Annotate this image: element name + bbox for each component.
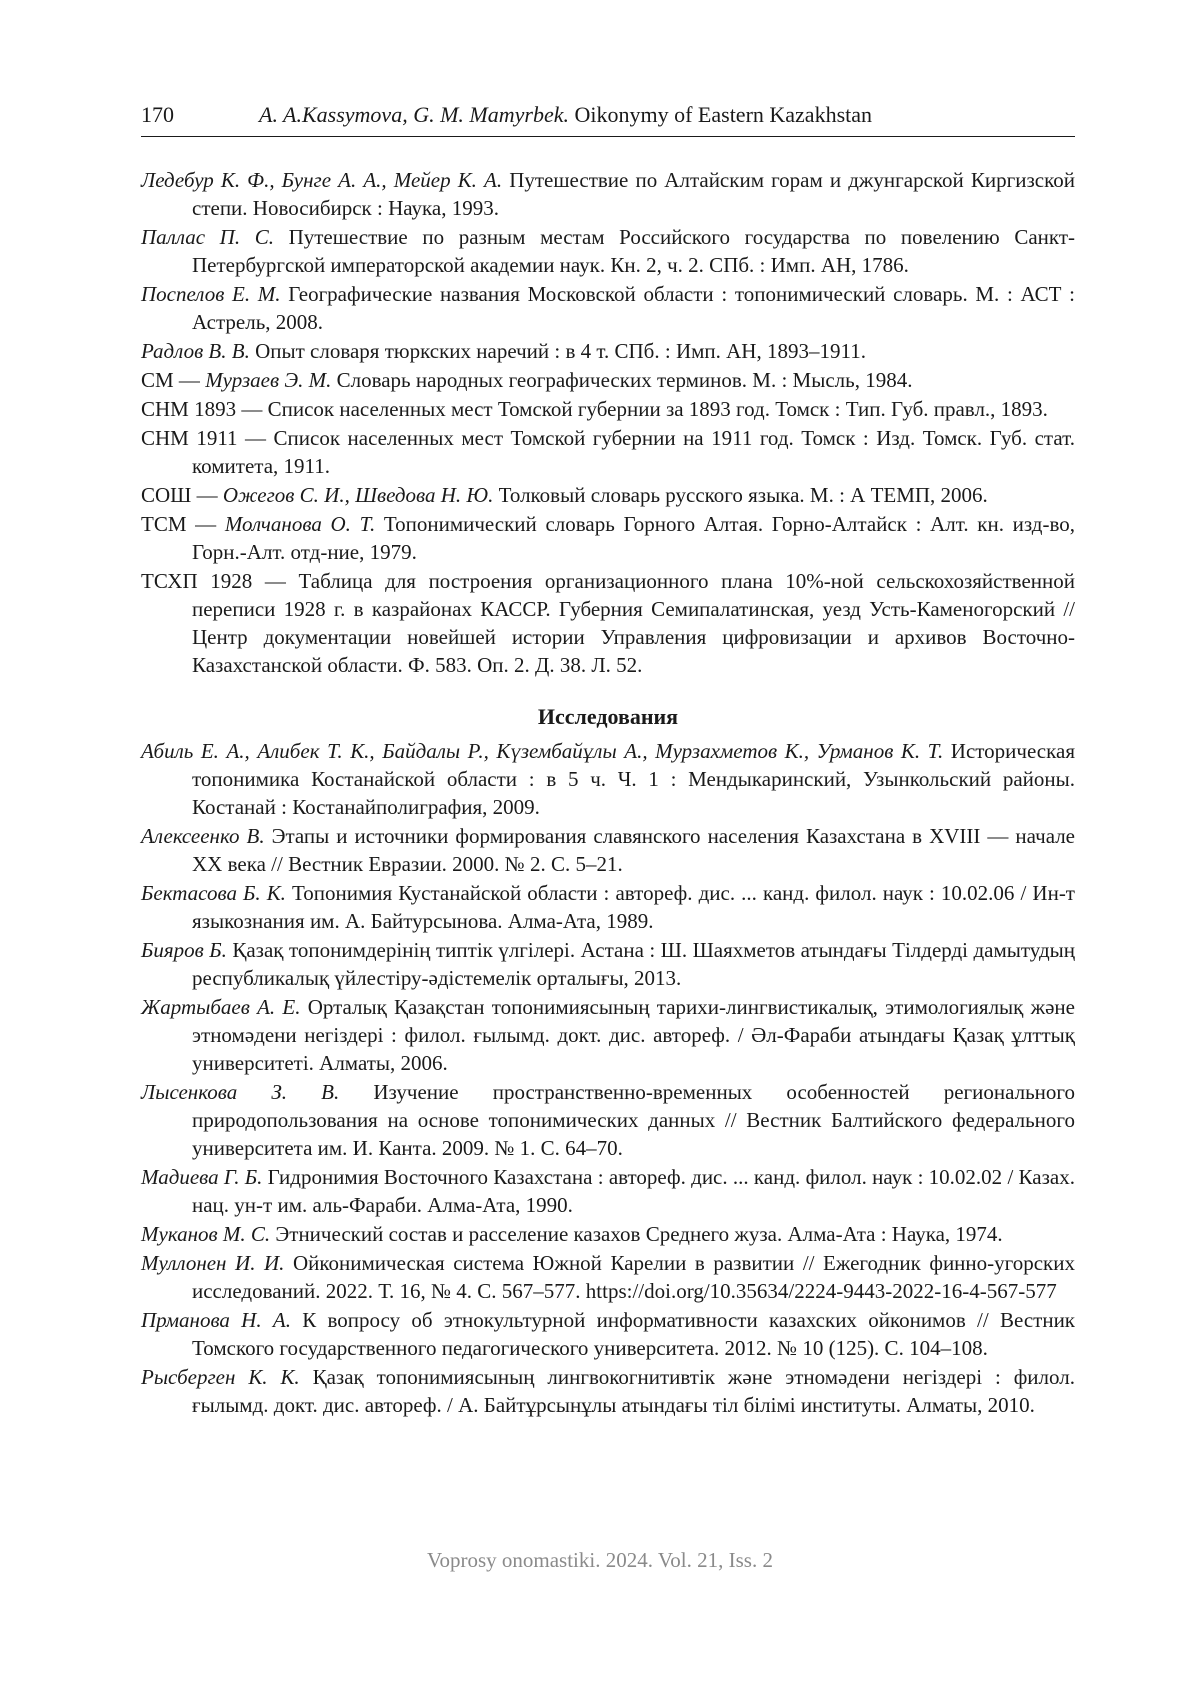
- reference-text: Путешествие по Алтайским горам и джунгарской Киргизской степи. Новосибирск : Наука, 1993.: [192, 168, 1075, 220]
- reference-author: Ледебур К. Ф., Бунге А. А., Мейер К. А.: [141, 168, 502, 192]
- reference-text: ТСХП 1928 — Таблица для построения организационного плана 10%-ной сельскохозяйственной переписи 1928 г. в казрайонах КАССР. Губерния Семипалатинская, уезд Усть-Каменогорский // Центр документации новейшей истории Управления цифровизации и архивов Восточно-Казахстанской области. Ф. 583. Оп. 2. Д. 38. Л. 52.: [141, 569, 1075, 677]
- reference-author: Алексеенко В.: [141, 824, 265, 848]
- reference-author: Молчанова О. Т.: [225, 512, 375, 536]
- running-title: [259, 102, 872, 128]
- reference-text: Историческая топонимика Костанайской области : в 5 ч. Ч. 1 : Мендыкаринский, Узынкольский районы. Костанай : Костанайполиграфия, 2009.: [192, 739, 1075, 819]
- reference-text: Топонимия Кустанайской области : автореф. дис. ... канд. филол. наук : 10.02.06 / Ин-т языкознания им. А. Байтурсынова. Алма-Ата, 1989.: [192, 881, 1075, 933]
- reference-text: Орталық Қазақстан топонимиясының тарихи-лингвистикалық, этимологиялық және этномәдени негіздері : филол. ғылымд. докт. дис. автореф. / Әл-Фараби атындағы Қазақ ұлттық университеті. Алматы, 2006.: [192, 995, 1075, 1075]
- reference-author: Бияров Б.: [141, 938, 227, 962]
- reference-text: Этапы и источники формирования славянского населения Казахстана в XVIII — начале XX века // Вестник Евразии. 2000. № 2. С. 5–21.: [192, 824, 1075, 876]
- reference-entry: [141, 337, 1075, 365]
- reference-text: Словарь народных географических терминов. М. : Мысль, 1984.: [331, 368, 912, 392]
- reference-text: Топонимический словарь Горного Алтая. Горно-Алтайск : Алт. кн. изд-во, Горн.-Алт. отд-ние, 1979.: [192, 512, 1075, 564]
- reference-entry: [141, 879, 1075, 935]
- reference-text: Қазақ топонимдерінің типтік үлгілері. Астана : Ш. Шаяхметов атындағы Тілдерді дамытудың республикалық үйлестіру-әдістемелік орталығы, 2013.: [192, 938, 1075, 990]
- reference-entry: [141, 1249, 1075, 1305]
- reference-author: Бектасова Б. К.: [141, 881, 286, 905]
- reference-entry: [141, 737, 1075, 821]
- reference-author: Поспелов Е. М.: [141, 282, 281, 306]
- journal-page: [0, 0, 1200, 1694]
- reference-author: Жартыбаев А. Е.: [141, 995, 300, 1019]
- reference-list: [141, 166, 1075, 1420]
- reference-author: Абиль Е. А., Алибек Т. К., Байдалы Р., Күзембайұлы А., Мурзахметов К., Урманов К. Т.: [141, 739, 943, 763]
- reference-text: Ойконимическая система Южной Карелии в развитии // Ежегодник финно-угорских исследований. 2022. Т. 16, № 4. С. 567–577. https://doi.org/10.35634/2224-9443-2022-16-4-567-577: [192, 1251, 1075, 1303]
- reference-entry: [141, 1163, 1075, 1219]
- reference-author: Ожегов С. И., Шведова Н. Ю.: [223, 483, 493, 507]
- reference-entry: [141, 1220, 1075, 1248]
- running-article-title: Oikonymy of Eastern Kazakhstan: [574, 102, 872, 127]
- reference-entry: [141, 1306, 1075, 1362]
- reference-author: Рысберген К. К.: [141, 1365, 300, 1389]
- reference-entry: [141, 567, 1075, 679]
- reference-text: СНМ 1911 — Список населенных мест Томской губернии на 1911 год. Томск : Изд. Томск. Губ. стат. комитета, 1911.: [141, 426, 1075, 478]
- reference-abbreviation: ТСМ —: [141, 512, 225, 536]
- reference-entry: [141, 1363, 1075, 1419]
- reference-text: Опыт словаря тюркских наречий : в 4 т. СПб. : Имп. АН, 1893–1911.: [250, 339, 866, 363]
- reference-text: Этнический состав и расселение казахов Среднего жуза. Алма-Ата : Наука, 1974.: [270, 1222, 1003, 1246]
- reference-text: Изучение пространственно-временных особенностей регионального природопользования на основе топонимических данных // Вестник Балтийского федерального университета им. И. Канта. 2009. № 1. С. 64–70.: [192, 1080, 1075, 1160]
- page-number: 170: [141, 102, 174, 128]
- running-header: [141, 102, 1075, 137]
- reference-author: Лысенкова З. В.: [141, 1080, 339, 1104]
- reference-author: Муканов М. С.: [141, 1222, 270, 1246]
- reference-text: Гидронимия Восточного Казахстана : автореф. дис. ... канд. филол. наук : 10.02.02 / Казах. нац. ун-т им. аль-Фараби. Алма-Ата, 1990.: [192, 1165, 1075, 1217]
- reference-author: Радлов В. В.: [141, 339, 250, 363]
- reference-abbreviation: СМ —: [141, 368, 205, 392]
- section-heading-research: Исследования: [141, 703, 1075, 731]
- running-authors: A. A.Kassymova, G. M. Mamyrbek.: [259, 102, 569, 127]
- reference-entry: [141, 223, 1075, 279]
- reference-author: Мурзаев Э. М.: [205, 368, 331, 392]
- reference-entry: [141, 822, 1075, 878]
- reference-author: Муллонен И. И.: [141, 1251, 284, 1275]
- reference-entry: [141, 280, 1075, 336]
- reference-entry: [141, 395, 1075, 423]
- reference-author: Паллас П. С.: [141, 225, 274, 249]
- reference-abbreviation: СОШ —: [141, 483, 223, 507]
- reference-entry: [141, 1078, 1075, 1162]
- reference-text: Географические названия Московской области : топонимический словарь. М. : АСТ : Астрель, 2008.: [192, 282, 1075, 334]
- reference-entry: [141, 481, 1075, 509]
- reference-entry: [141, 510, 1075, 566]
- reference-author: Прманова Н. А.: [141, 1308, 291, 1332]
- reference-author: Мадиева Г. Б.: [141, 1165, 262, 1189]
- reference-text: Қазақ топонимиясының лингвокогнитивтік және этномәдени негіздері : филол. ғылымд. докт. дис. автореф. / А. Байтұрсынұлы атындағы тіл білімі институты. Алматы, 2010.: [192, 1365, 1075, 1417]
- reference-entry: [141, 166, 1075, 222]
- reference-text: Путешествие по разным местам Российского государства по повелению Санкт-Петербургской императорской академии наук. Кн. 2, ч. 2. СПб. : Имп. АН, 1786.: [192, 225, 1075, 277]
- reference-text: К вопросу об этнокультурной информативности казахских ойконимов // Вестник Томского государственного педагогического университета. 2012. № 10 (125). С. 104–108.: [192, 1308, 1075, 1360]
- reference-entry: [141, 366, 1075, 394]
- sources-list: [141, 166, 1075, 679]
- reference-entry: [141, 993, 1075, 1077]
- reference-text: Толковый словарь русского языка. М. : А ТЕМП, 2006.: [493, 483, 987, 507]
- reference-text: СНМ 1893 — Список населенных мест Томской губернии за 1893 год. Томск : Тип. Губ. правл., 1893.: [141, 397, 1048, 421]
- reference-entry: [141, 936, 1075, 992]
- reference-entry: [141, 424, 1075, 480]
- research-list: [141, 737, 1075, 1419]
- page-footer: Voprosy onomastiki. 2024. Vol. 21, Iss. 2: [0, 1548, 1200, 1573]
